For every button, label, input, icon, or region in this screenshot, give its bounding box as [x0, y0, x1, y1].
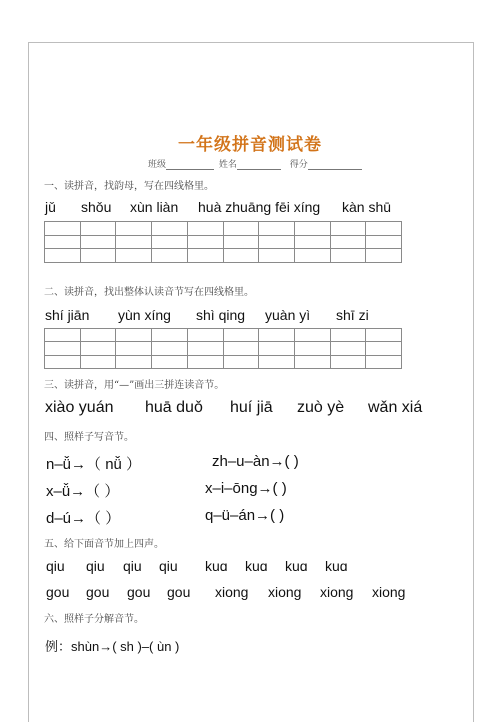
s5-r2-7[interactable]: xiong: [320, 584, 354, 600]
grid-divider: [80, 328, 81, 369]
s5-r1-2[interactable]: qiu: [86, 558, 105, 574]
grid-divider: [187, 221, 188, 263]
s3-word-5: wǎn xiá: [368, 399, 423, 416]
s2-word-5: shī zi: [336, 307, 369, 323]
s4-row-2-right[interactable]: x–i–ōng→( ): [205, 480, 287, 497]
section-1-heading: 一、读拼音，找韵母，写在四线格里。: [44, 181, 214, 192]
grid-divider: [258, 221, 259, 263]
s3-word-2: huā duǒ: [145, 399, 203, 416]
s2-word-2: yùn xíng: [118, 307, 171, 323]
section-4-heading: 四、照样子写音节。: [44, 432, 134, 443]
grid-divider: [365, 328, 366, 369]
grid-divider: [151, 328, 152, 369]
section-2-heading: 二、读拼音，找出整体认读音节写在四线格里。: [44, 287, 254, 298]
s4-row-1-left[interactable]: n–ǚ→（ nǚ ）: [46, 456, 142, 473]
s2-word-4: yuàn yì: [265, 307, 311, 323]
s5-r1-5[interactable]: kuɑ: [205, 558, 228, 574]
grid-divider: [258, 328, 259, 369]
s1-word-1: jǔ: [45, 199, 56, 215]
grid-divider: [151, 221, 152, 263]
s3-word-4: zuò yè: [297, 399, 345, 416]
s2-word-1: shí jiān: [45, 307, 90, 323]
score-blank[interactable]: [308, 160, 362, 170]
s5-r2-1[interactable]: gou: [46, 584, 70, 600]
grid-divider: [330, 221, 331, 263]
section-5-heading: 五、给下面音节加上四声。: [44, 539, 164, 550]
s5-r2-4[interactable]: gou: [167, 584, 191, 600]
s5-r2-2[interactable]: gou: [86, 584, 110, 600]
s1-word-2: shǒu: [81, 199, 112, 215]
grid-divider: [223, 328, 224, 369]
s1-word-3: xùn liàn: [130, 199, 179, 215]
four-line-grid-1[interactable]: [44, 221, 402, 263]
s5-r2-3[interactable]: gou: [127, 584, 151, 600]
page-title: 一年级拼音测试卷: [178, 135, 322, 155]
class-blank[interactable]: [166, 160, 214, 170]
s4-row-1-right[interactable]: zh–u–àn→( ): [212, 453, 299, 470]
grid-divider: [115, 221, 116, 263]
s5-r2-5[interactable]: xiong: [215, 584, 249, 600]
grid-divider: [44, 328, 45, 369]
s5-r2-8[interactable]: xiong: [372, 584, 406, 600]
s4-row-3-left[interactable]: d–ú→（ ）: [46, 510, 121, 527]
s4-row-3-right[interactable]: q–ü–án→( ): [205, 507, 285, 524]
student-info-line: [148, 157, 362, 170]
s4-row-2-left[interactable]: x–ǚ→（ ）: [46, 483, 120, 500]
s5-r1-8[interactable]: kuɑ: [325, 558, 348, 574]
score-label: 得分: [289, 160, 308, 170]
grid-divider: [401, 221, 402, 263]
class-label: 班级: [148, 160, 167, 170]
grid-divider: [44, 221, 45, 263]
s5-r1-3[interactable]: qiu: [123, 558, 142, 574]
s1-word-5: kàn shū: [342, 199, 392, 215]
s5-r2-6[interactable]: xiong: [268, 584, 302, 600]
grid-divider: [294, 221, 295, 263]
grid-divider: [187, 328, 188, 369]
s5-r1-1[interactable]: qiu: [46, 558, 65, 574]
four-line-grid-2[interactable]: [44, 328, 402, 369]
name-label: 姓名: [218, 160, 237, 170]
name-blank[interactable]: [237, 160, 281, 170]
grid-divider: [365, 221, 366, 263]
grid-divider: [294, 328, 295, 369]
s5-r1-4[interactable]: qiu: [159, 558, 178, 574]
s5-r1-6[interactable]: kuɑ: [245, 558, 268, 574]
s2-word-3: shì qing: [196, 307, 246, 323]
s3-word-3: huí jiā: [230, 399, 273, 416]
s1-word-4: huà zhuāng fēi xíng: [198, 199, 321, 215]
grid-divider: [330, 328, 331, 369]
s6-example: 例：shùn→( sh )–( ùn ): [45, 639, 180, 654]
s5-r1-7[interactable]: kuɑ: [285, 558, 308, 574]
grid-divider: [223, 221, 224, 263]
grid-divider: [115, 328, 116, 369]
section-6-heading: 六、照样子分解音节。: [44, 614, 144, 625]
grid-divider: [401, 328, 402, 369]
section-3-heading: 三、读拼音，用“—”画出三拼连读音节。: [44, 380, 225, 391]
s3-word-1: xiào yuán: [45, 399, 114, 416]
grid-divider: [80, 221, 81, 263]
